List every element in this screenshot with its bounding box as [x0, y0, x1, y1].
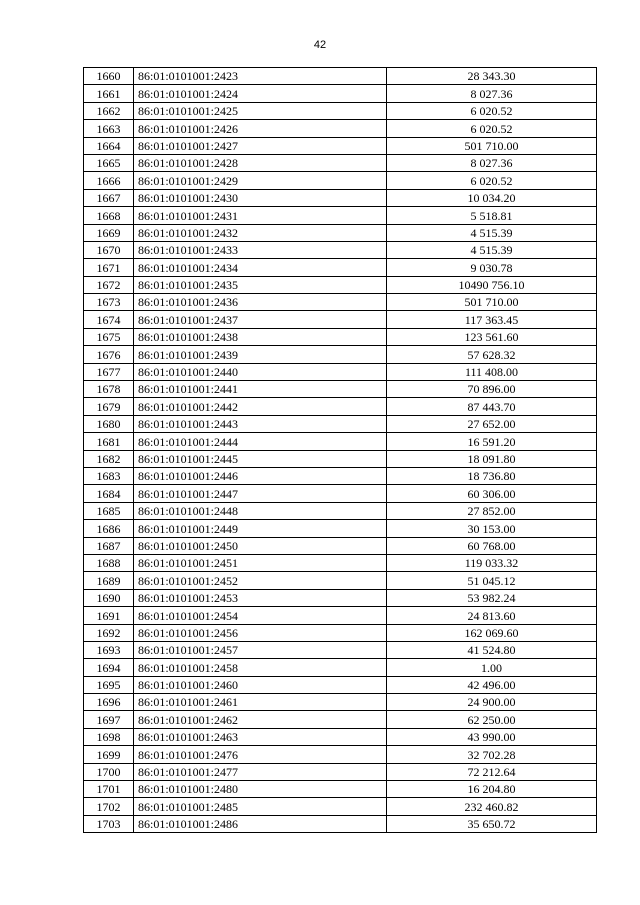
row-number-cell: 1703	[84, 815, 134, 832]
cadastral-value-cell: 72 212.64	[387, 763, 597, 780]
table-row	[84, 311, 597, 328]
cadastral-value-cell: 51 045.12	[387, 572, 597, 589]
cadastral-value-cell: 10 034.20	[387, 189, 597, 206]
cadastral-value-cell: 8 027.36	[387, 85, 597, 102]
table-row	[84, 711, 597, 728]
cadastral-number-cell: 86:01:0101001:2427	[134, 137, 387, 154]
cadastral-value-cell: 8 027.36	[387, 154, 597, 171]
cadastral-number-cell: 86:01:0101001:2454	[134, 607, 387, 624]
cadastral-value-cell: 32 702.28	[387, 746, 597, 763]
table-row	[84, 241, 597, 258]
table-row	[84, 694, 597, 711]
row-number-cell: 1696	[84, 694, 134, 711]
row-number-cell: 1664	[84, 137, 134, 154]
cadastral-value-cell: 111 408.00	[387, 363, 597, 380]
table-row	[84, 154, 597, 171]
cadastral-value-cell: 18 736.80	[387, 467, 597, 484]
row-number-cell: 1667	[84, 189, 134, 206]
cadastral-value-cell: 16 591.20	[387, 433, 597, 450]
table-row	[84, 537, 597, 554]
cadastral-number-cell: 86:01:0101001:2460	[134, 676, 387, 693]
cadastral-value-cell: 4 515.39	[387, 224, 597, 241]
cadastral-number-cell: 86:01:0101001:2429	[134, 172, 387, 189]
table-row	[84, 485, 597, 502]
cadastral-number-cell: 86:01:0101001:2443	[134, 415, 387, 432]
table-row	[84, 68, 597, 85]
cadastral-value-cell: 119 033.32	[387, 554, 597, 571]
table-row	[84, 433, 597, 450]
cadastral-value-cell: 117 363.45	[387, 311, 597, 328]
cadastral-number-cell: 86:01:0101001:2433	[134, 241, 387, 258]
row-number-cell: 1685	[84, 502, 134, 519]
cadastral-value-table	[83, 67, 597, 833]
cadastral-value-cell: 18 091.80	[387, 450, 597, 467]
cadastral-number-cell: 86:01:0101001:2451	[134, 554, 387, 571]
cadastral-number-cell: 86:01:0101001:2444	[134, 433, 387, 450]
cadastral-value-cell: 1.00	[387, 659, 597, 676]
table-row	[84, 641, 597, 658]
row-number-cell: 1699	[84, 746, 134, 763]
cadastral-value-cell: 27 852.00	[387, 502, 597, 519]
table-row	[84, 415, 597, 432]
row-number-cell: 1675	[84, 328, 134, 345]
table-row	[84, 554, 597, 571]
cadastral-number-cell: 86:01:0101001:2428	[134, 154, 387, 171]
cadastral-number-cell: 86:01:0101001:2446	[134, 467, 387, 484]
cadastral-number-cell: 86:01:0101001:2456	[134, 624, 387, 641]
row-number-cell: 1682	[84, 450, 134, 467]
cadastral-number-cell: 86:01:0101001:2425	[134, 102, 387, 119]
table-row	[84, 624, 597, 641]
row-number-cell: 1670	[84, 241, 134, 258]
row-number-cell: 1669	[84, 224, 134, 241]
row-number-cell: 1698	[84, 728, 134, 745]
row-number-cell: 1661	[84, 85, 134, 102]
table-row	[84, 224, 597, 241]
cadastral-number-cell: 86:01:0101001:2432	[134, 224, 387, 241]
cadastral-value-cell: 6 020.52	[387, 120, 597, 137]
cadastral-value-cell: 60 306.00	[387, 485, 597, 502]
cadastral-value-cell: 60 768.00	[387, 537, 597, 554]
table-row	[84, 172, 597, 189]
cadastral-value-cell: 5 518.81	[387, 207, 597, 224]
row-number-cell: 1689	[84, 572, 134, 589]
table-row	[84, 815, 597, 832]
row-number-cell: 1673	[84, 294, 134, 311]
cadastral-value-cell: 501 710.00	[387, 137, 597, 154]
cadastral-number-cell: 86:01:0101001:2476	[134, 746, 387, 763]
row-number-cell: 1679	[84, 398, 134, 415]
table-row	[84, 85, 597, 102]
row-number-cell: 1662	[84, 102, 134, 119]
row-number-cell: 1702	[84, 798, 134, 815]
row-number-cell: 1695	[84, 676, 134, 693]
table-row	[84, 189, 597, 206]
row-number-cell: 1671	[84, 259, 134, 276]
row-number-cell: 1691	[84, 607, 134, 624]
row-number-cell: 1681	[84, 433, 134, 450]
cadastral-number-cell: 86:01:0101001:2457	[134, 641, 387, 658]
table-row	[84, 346, 597, 363]
cadastral-value-cell: 41 524.80	[387, 641, 597, 658]
table-row	[84, 520, 597, 537]
row-number-cell: 1697	[84, 711, 134, 728]
row-number-cell: 1663	[84, 120, 134, 137]
cadastral-number-cell: 86:01:0101001:2436	[134, 294, 387, 311]
cadastral-number-cell: 86:01:0101001:2447	[134, 485, 387, 502]
page-number: 42	[313, 39, 327, 51]
cadastral-number-cell: 86:01:0101001:2477	[134, 763, 387, 780]
row-number-cell: 1668	[84, 207, 134, 224]
cadastral-value-cell: 501 710.00	[387, 294, 597, 311]
table-row	[84, 763, 597, 780]
cadastral-value-cell: 6 020.52	[387, 102, 597, 119]
table-row	[84, 659, 597, 676]
row-number-cell: 1676	[84, 346, 134, 363]
cadastral-value-cell: 24 900.00	[387, 694, 597, 711]
row-number-cell: 1680	[84, 415, 134, 432]
table-row	[84, 781, 597, 798]
row-number-cell: 1688	[84, 554, 134, 571]
cadastral-number-cell: 86:01:0101001:2452	[134, 572, 387, 589]
table-row	[84, 467, 597, 484]
table-row	[84, 450, 597, 467]
cadastral-number-cell: 86:01:0101001:2431	[134, 207, 387, 224]
table-row	[84, 607, 597, 624]
cadastral-value-cell: 43 990.00	[387, 728, 597, 745]
cadastral-value-cell: 162 069.60	[387, 624, 597, 641]
table-row	[84, 328, 597, 345]
cadastral-value-cell: 30 153.00	[387, 520, 597, 537]
cadastral-value-cell: 57 628.32	[387, 346, 597, 363]
cadastral-value-cell: 10490 756.10	[387, 276, 597, 293]
cadastral-number-cell: 86:01:0101001:2480	[134, 781, 387, 798]
cadastral-number-cell: 86:01:0101001:2441	[134, 381, 387, 398]
cadastral-value-cell: 6 020.52	[387, 172, 597, 189]
cadastral-number-cell: 86:01:0101001:2437	[134, 311, 387, 328]
table-body	[84, 68, 597, 833]
cadastral-number-cell: 86:01:0101001:2435	[134, 276, 387, 293]
row-number-cell: 1672	[84, 276, 134, 293]
cadastral-number-cell: 86:01:0101001:2442	[134, 398, 387, 415]
cadastral-number-cell: 86:01:0101001:2423	[134, 68, 387, 85]
table-row	[84, 207, 597, 224]
cadastral-value-cell: 28 343.30	[387, 68, 597, 85]
table-row	[84, 137, 597, 154]
row-number-cell: 1684	[84, 485, 134, 502]
cadastral-number-cell: 86:01:0101001:2453	[134, 589, 387, 606]
cadastral-number-cell: 86:01:0101001:2449	[134, 520, 387, 537]
row-number-cell: 1690	[84, 589, 134, 606]
cadastral-number-cell: 86:01:0101001:2426	[134, 120, 387, 137]
table-row	[84, 502, 597, 519]
row-number-cell: 1674	[84, 311, 134, 328]
table-row	[84, 746, 597, 763]
row-number-cell: 1692	[84, 624, 134, 641]
row-number-cell: 1686	[84, 520, 134, 537]
row-number-cell: 1687	[84, 537, 134, 554]
cadastral-number-cell: 86:01:0101001:2448	[134, 502, 387, 519]
cadastral-value-cell: 24 813.60	[387, 607, 597, 624]
cadastral-number-cell: 86:01:0101001:2440	[134, 363, 387, 380]
cadastral-value-cell: 16 204.80	[387, 781, 597, 798]
row-number-cell: 1665	[84, 154, 134, 171]
cadastral-value-cell: 42 496.00	[387, 676, 597, 693]
table-row	[84, 589, 597, 606]
cadastral-value-cell: 35 650.72	[387, 815, 597, 832]
table-row	[84, 398, 597, 415]
cadastral-value-cell: 87 443.70	[387, 398, 597, 415]
table-row	[84, 798, 597, 815]
table-row	[84, 728, 597, 745]
cadastral-value-cell: 70 896.00	[387, 381, 597, 398]
table-row	[84, 363, 597, 380]
table-row	[84, 676, 597, 693]
table-row	[84, 381, 597, 398]
cadastral-number-cell: 86:01:0101001:2438	[134, 328, 387, 345]
table-row	[84, 120, 597, 137]
cadastral-number-cell: 86:01:0101001:2424	[134, 85, 387, 102]
cadastral-number-cell: 86:01:0101001:2461	[134, 694, 387, 711]
table-row	[84, 102, 597, 119]
cadastral-value-cell: 123 561.60	[387, 328, 597, 345]
row-number-cell: 1678	[84, 381, 134, 398]
table-row	[84, 294, 597, 311]
cadastral-number-cell: 86:01:0101001:2486	[134, 815, 387, 832]
cadastral-value-cell: 4 515.39	[387, 241, 597, 258]
row-number-cell: 1666	[84, 172, 134, 189]
cadastral-value-cell: 232 460.82	[387, 798, 597, 815]
cadastral-value-cell: 53 982.24	[387, 589, 597, 606]
cadastral-value-cell: 62 250.00	[387, 711, 597, 728]
cadastral-number-cell: 86:01:0101001:2462	[134, 711, 387, 728]
cadastral-number-cell: 86:01:0101001:2439	[134, 346, 387, 363]
cadastral-number-cell: 86:01:0101001:2445	[134, 450, 387, 467]
table-row	[84, 572, 597, 589]
row-number-cell: 1693	[84, 641, 134, 658]
row-number-cell: 1694	[84, 659, 134, 676]
row-number-cell: 1701	[84, 781, 134, 798]
cadastral-number-cell: 86:01:0101001:2485	[134, 798, 387, 815]
cadastral-number-cell: 86:01:0101001:2450	[134, 537, 387, 554]
cadastral-number-cell: 86:01:0101001:2434	[134, 259, 387, 276]
row-number-cell: 1660	[84, 68, 134, 85]
cadastral-value-cell: 27 652.00	[387, 415, 597, 432]
row-number-cell: 1700	[84, 763, 134, 780]
cadastral-number-cell: 86:01:0101001:2463	[134, 728, 387, 745]
cadastral-value-cell: 9 030.78	[387, 259, 597, 276]
cadastral-number-cell: 86:01:0101001:2430	[134, 189, 387, 206]
row-number-cell: 1683	[84, 467, 134, 484]
row-number-cell: 1677	[84, 363, 134, 380]
cadastral-number-cell: 86:01:0101001:2458	[134, 659, 387, 676]
table-row	[84, 259, 597, 276]
table-row	[84, 276, 597, 293]
